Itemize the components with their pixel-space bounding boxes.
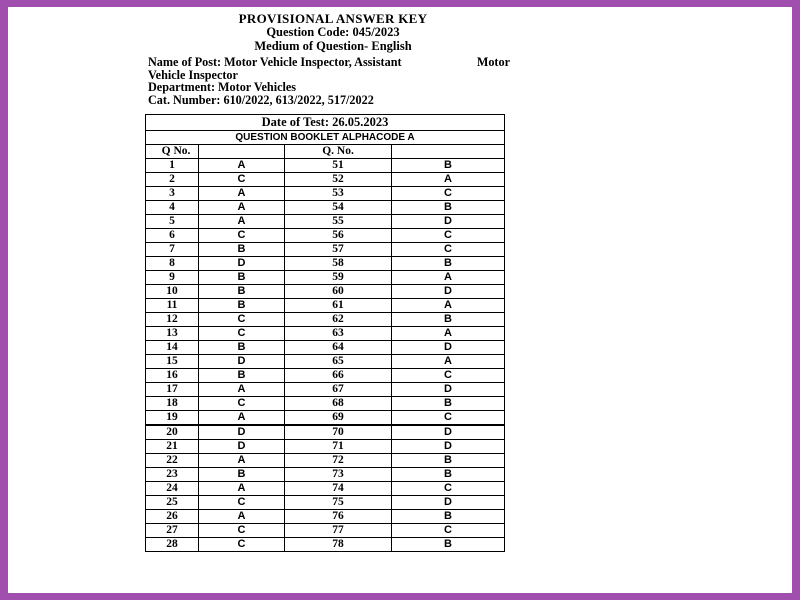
question-number: 23 bbox=[146, 468, 199, 482]
question-number: 16 bbox=[146, 369, 199, 383]
question-number: 56 bbox=[285, 229, 392, 243]
question-number: 60 bbox=[285, 285, 392, 299]
answer: C bbox=[392, 229, 505, 243]
answer: D bbox=[199, 425, 285, 440]
answer: D bbox=[392, 285, 505, 299]
question-number: 74 bbox=[285, 482, 392, 496]
answer: C bbox=[392, 482, 505, 496]
booklet-code: QUESTION BOOKLET ALPHACODE A bbox=[146, 131, 505, 145]
answer: C bbox=[392, 369, 505, 383]
table-row bbox=[146, 425, 505, 440]
table-row bbox=[146, 243, 505, 257]
answer: C bbox=[199, 496, 285, 510]
table-row bbox=[146, 538, 505, 552]
question-number: 15 bbox=[146, 355, 199, 369]
question-number: 71 bbox=[285, 440, 392, 454]
answer: C bbox=[199, 313, 285, 327]
table-row bbox=[146, 327, 505, 341]
question-number: 18 bbox=[146, 397, 199, 411]
answer: B bbox=[392, 201, 505, 215]
department: Department: Motor Vehicles bbox=[148, 80, 297, 94]
table-row bbox=[146, 369, 505, 383]
date-of-test: Date of Test: 26.05.2023 bbox=[146, 115, 505, 131]
answer: A bbox=[199, 187, 285, 201]
col-header-qno: Q No. bbox=[146, 145, 199, 159]
answer: A bbox=[199, 215, 285, 229]
column-header-row bbox=[146, 145, 505, 159]
answer: B bbox=[199, 271, 285, 285]
table-row bbox=[146, 341, 505, 355]
question-number: 64 bbox=[285, 341, 392, 355]
answer: A bbox=[392, 327, 505, 341]
answer: A bbox=[199, 201, 285, 215]
answer: B bbox=[199, 243, 285, 257]
question-number: 73 bbox=[285, 468, 392, 482]
answer: C bbox=[392, 411, 505, 426]
answer: A bbox=[392, 271, 505, 285]
question-number: 7 bbox=[146, 243, 199, 257]
question-number: 12 bbox=[146, 313, 199, 327]
question-number: 58 bbox=[285, 257, 392, 271]
question-number: 61 bbox=[285, 299, 392, 313]
question-number: 76 bbox=[285, 510, 392, 524]
answer: A bbox=[199, 454, 285, 468]
answer: D bbox=[392, 341, 505, 355]
answer: C bbox=[392, 524, 505, 538]
post-name-continued: Motor bbox=[476, 55, 510, 69]
answer: B bbox=[392, 468, 505, 482]
table-row bbox=[146, 496, 505, 510]
answer: A bbox=[199, 383, 285, 397]
answer: C bbox=[199, 538, 285, 552]
table-row bbox=[146, 229, 505, 243]
answer: C bbox=[199, 327, 285, 341]
table-row bbox=[146, 201, 505, 215]
answer: A bbox=[199, 510, 285, 524]
category-numbers: Cat. Number: 610/2022, 613/2022, 517/2022 bbox=[148, 92, 374, 107]
answer: B bbox=[199, 468, 285, 482]
question-number: 72 bbox=[285, 454, 392, 468]
post-line bbox=[148, 56, 510, 69]
answer: C bbox=[199, 229, 285, 243]
question-number: 14 bbox=[146, 341, 199, 355]
answer: B bbox=[199, 299, 285, 313]
question-number: 67 bbox=[285, 383, 392, 397]
table-row bbox=[146, 383, 505, 397]
question-number: 78 bbox=[285, 538, 392, 552]
table-row bbox=[146, 482, 505, 496]
table-row bbox=[146, 440, 505, 454]
question-number: 51 bbox=[285, 159, 392, 173]
table-row bbox=[146, 355, 505, 369]
table-row bbox=[146, 187, 505, 201]
question-number: 21 bbox=[146, 440, 199, 454]
question-number: 53 bbox=[285, 187, 392, 201]
answer: D bbox=[392, 383, 505, 397]
question-number: 62 bbox=[285, 313, 392, 327]
table-row bbox=[146, 468, 505, 482]
question-number: 22 bbox=[146, 454, 199, 468]
question-number: 65 bbox=[285, 355, 392, 369]
table-row bbox=[146, 524, 505, 538]
table-row bbox=[146, 411, 505, 426]
question-number: 8 bbox=[146, 257, 199, 271]
question-number: 19 bbox=[146, 411, 199, 426]
question-number: 10 bbox=[146, 285, 199, 299]
answer: B bbox=[392, 159, 505, 173]
answer: D bbox=[392, 496, 505, 510]
post-details bbox=[148, 56, 510, 106]
question-number: 25 bbox=[146, 496, 199, 510]
answer: C bbox=[199, 397, 285, 411]
answer: A bbox=[199, 159, 285, 173]
question-number: 52 bbox=[285, 173, 392, 187]
question-number: 77 bbox=[285, 524, 392, 538]
answer: C bbox=[392, 187, 505, 201]
col-header-qno2: Q. No. bbox=[285, 145, 392, 159]
question-code: Question Code: 045/2023 bbox=[266, 25, 400, 39]
answer: B bbox=[392, 313, 505, 327]
question-number: 54 bbox=[285, 201, 392, 215]
table-row bbox=[146, 215, 505, 229]
question-number: 1 bbox=[146, 159, 199, 173]
answer-key-table bbox=[145, 114, 505, 552]
date-row bbox=[146, 115, 505, 131]
table-row bbox=[146, 299, 505, 313]
question-number: 55 bbox=[285, 215, 392, 229]
answer: D bbox=[392, 440, 505, 454]
table-row bbox=[146, 257, 505, 271]
answer: D bbox=[199, 355, 285, 369]
answer: D bbox=[392, 425, 505, 440]
answer: B bbox=[392, 510, 505, 524]
table-row bbox=[146, 510, 505, 524]
table-row bbox=[146, 397, 505, 411]
question-number: 28 bbox=[146, 538, 199, 552]
answer: A bbox=[199, 411, 285, 426]
table-row bbox=[146, 454, 505, 468]
medium-of-question: Medium of Question- English bbox=[254, 39, 412, 53]
booklet-row bbox=[146, 131, 505, 145]
answer: C bbox=[199, 173, 285, 187]
question-number: 75 bbox=[285, 496, 392, 510]
question-number: 9 bbox=[146, 271, 199, 285]
question-number: 5 bbox=[146, 215, 199, 229]
answer: B bbox=[392, 257, 505, 271]
question-number: 11 bbox=[146, 299, 199, 313]
answer: C bbox=[199, 524, 285, 538]
table-row bbox=[146, 159, 505, 173]
question-number: 17 bbox=[146, 383, 199, 397]
question-number: 69 bbox=[285, 411, 392, 426]
question-number: 2 bbox=[146, 173, 199, 187]
question-number: 13 bbox=[146, 327, 199, 341]
col-header-blank bbox=[392, 145, 505, 159]
answer: B bbox=[199, 341, 285, 355]
table-row bbox=[146, 313, 505, 327]
question-number: 57 bbox=[285, 243, 392, 257]
answer: A bbox=[392, 355, 505, 369]
post-name-text: Name of Post: Motor Vehicle Inspector, Assistant bbox=[148, 55, 402, 69]
question-number: 63 bbox=[285, 327, 392, 341]
table-row bbox=[146, 271, 505, 285]
question-number: 70 bbox=[285, 425, 392, 440]
question-number: 6 bbox=[146, 229, 199, 243]
question-number: 3 bbox=[146, 187, 199, 201]
answer-key-page bbox=[8, 7, 792, 593]
answer: D bbox=[199, 440, 285, 454]
answer: B bbox=[392, 397, 505, 411]
answer: A bbox=[199, 482, 285, 496]
answer: B bbox=[199, 369, 285, 383]
answer: D bbox=[199, 257, 285, 271]
question-number: 59 bbox=[285, 271, 392, 285]
page-title: PROVISIONAL ANSWER KEY bbox=[238, 11, 428, 26]
answer: B bbox=[392, 454, 505, 468]
question-number: 68 bbox=[285, 397, 392, 411]
question-number: 26 bbox=[146, 510, 199, 524]
table-row bbox=[146, 173, 505, 187]
answer: B bbox=[199, 285, 285, 299]
question-number: 4 bbox=[146, 201, 199, 215]
question-number: 24 bbox=[146, 482, 199, 496]
answer: A bbox=[392, 173, 505, 187]
col-header-blank bbox=[199, 145, 285, 159]
question-number: 66 bbox=[285, 369, 392, 383]
answer: A bbox=[392, 299, 505, 313]
answer: C bbox=[392, 243, 505, 257]
answer: B bbox=[392, 538, 505, 552]
question-number: 27 bbox=[146, 524, 199, 538]
answer: D bbox=[392, 215, 505, 229]
post-name-line2: Vehicle Inspector bbox=[148, 67, 238, 82]
question-number: 20 bbox=[146, 425, 199, 440]
table-row bbox=[146, 285, 505, 299]
